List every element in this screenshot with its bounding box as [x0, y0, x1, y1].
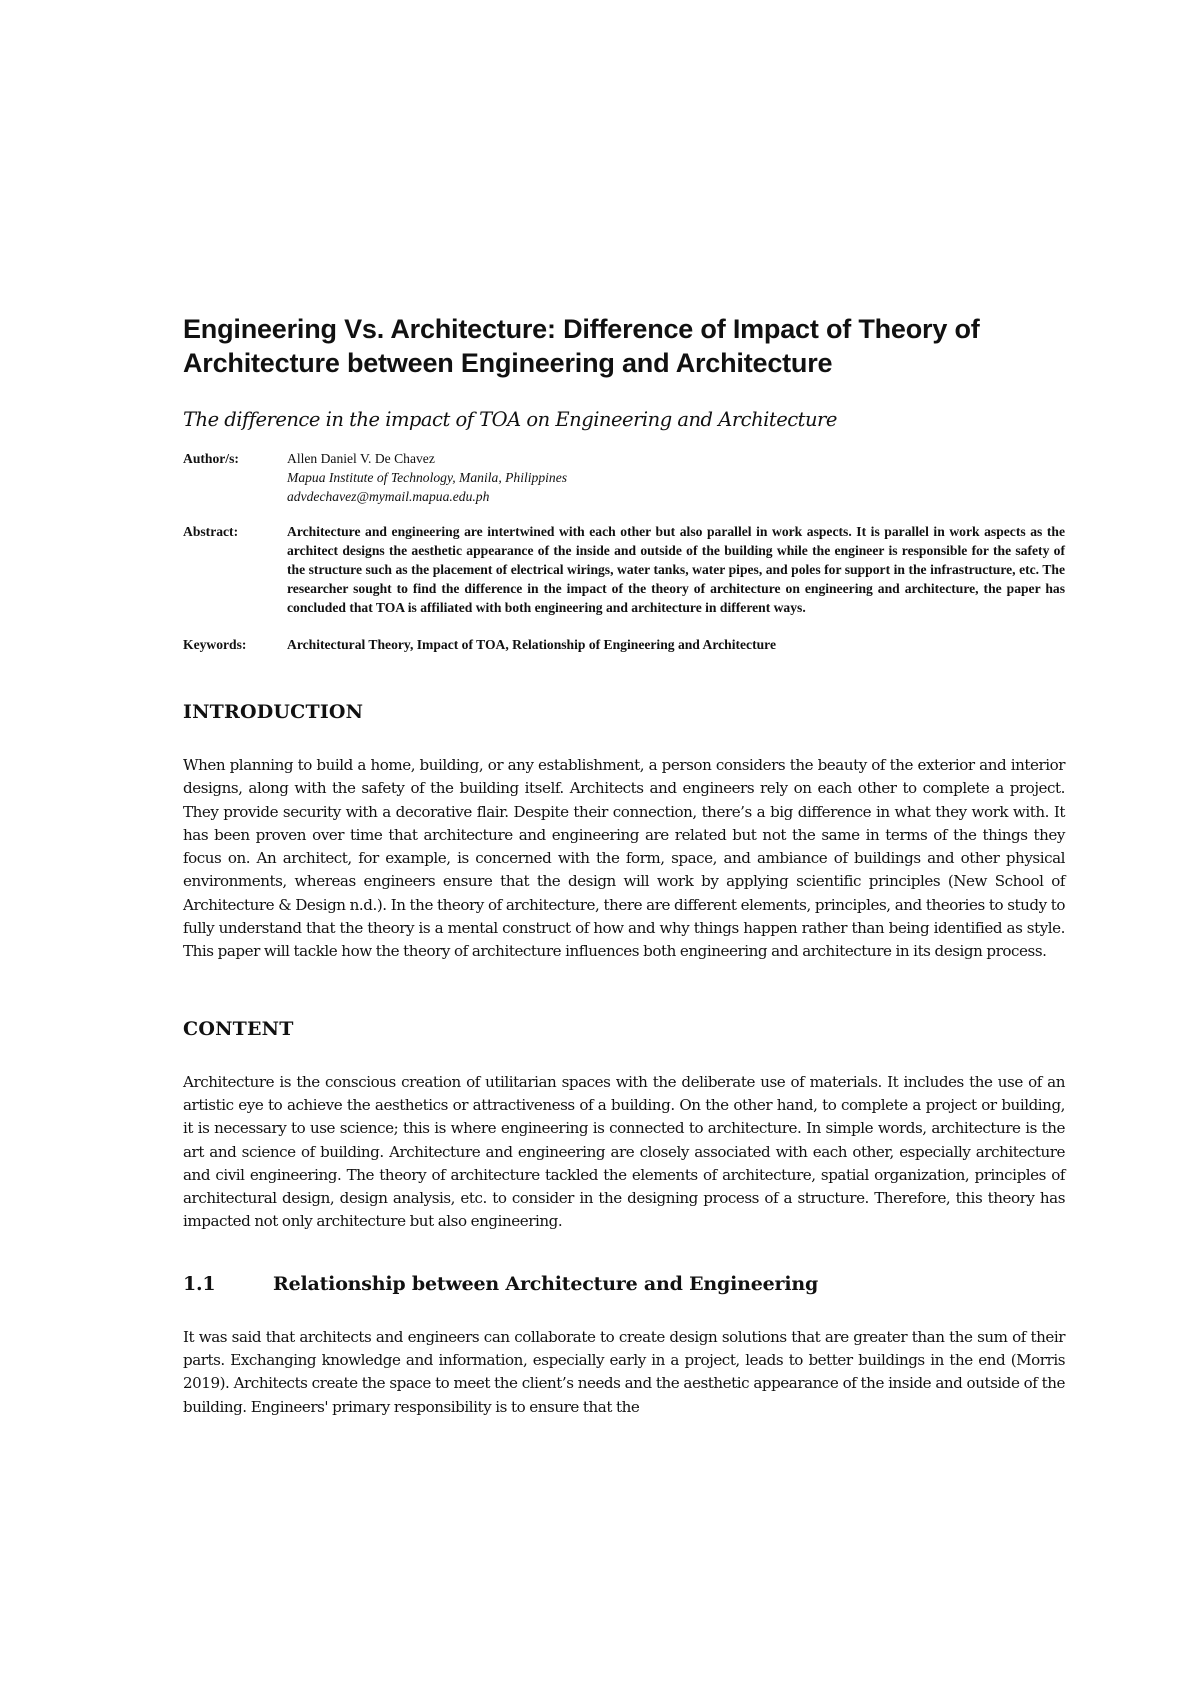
section-1-1-heading [183, 1272, 1065, 1296]
section-1-1-number: 1.1 [183, 1272, 216, 1295]
document-page [183, 312, 1065, 1419]
introduction-paragraph: When planning to build a home, building, or any establishment, a person considers the beauty of the exterior and interior designs, along with the safety of the building itself. Architects and engineers rely on each other to complete a project. They provide security with a decorative flair. Despite their connection, there’s a big difference in what they work with. It has been proven over time that architecture and engineering are related but not the same in terms of the things they focus on. An architect, for example, is concerned with the form, space, and ambiance of buildings and other physical environments, whereas engineers ensure that the design will work by applying scientific principles (New School of Architecture & Design n.d.). In the theory of architecture, there are different elements, principles, and theories to study to fully understand that the theory is a mental construct of how and why things happen rather than being identified as style. This paper will tackle how the theory of architecture influences both engineering and architecture in its design process. [183, 756, 1065, 961]
abstract-block [183, 522, 1065, 617]
section-1-1-title: Relationship between Architecture and Engineering [273, 1272, 819, 1295]
keywords-text: Architectural Theory, Impact of TOA, Relationship of Engineering and Architecture [287, 637, 776, 652]
introduction-heading: INTRODUCTION [183, 701, 364, 723]
paper-title: Engineering Vs. Architecture: Difference of Impact of Theory of Architecture between Engineering and Architecture [183, 314, 980, 378]
authors-details [287, 449, 1065, 506]
abstract-text: Architecture and engineering are intertwined with each other but also parallel in work aspects. It is parallel in work aspects as the architect designs the aesthetic appearance of the inside and outside of the building while the engineer is responsible for the safety of the structure such as the placement of electrical wirings, water tanks, water pipes, and poles for support in the infrastructure, etc. The researcher sought to find the difference in the impact of the theory of architecture on engineering and architecture, the paper has concluded that TOA is affiliated with both engineering and architecture in different ways. [287, 524, 1065, 615]
content-heading: CONTENT [183, 1017, 294, 1040]
paper-subtitle: The difference in the impact of TOA on Engineering and Architecture [183, 408, 837, 431]
content-paragraph: Architecture is the conscious creation of utilitarian spaces with the deliberate use of materials. It includes the use of an artistic eye to achieve the aesthetics or attractiveness of a building. On the other hand, to complete a project or building, it is necessary to use science; this is where engineering is connected to architecture. In simple words, architecture is the art and science of building. Architecture and engineering are closely associated with each other, especially architecture and civil engineering. The theory of architecture tackled the elements of architecture, spatial organization, principles of architectural design, design analysis, etc. to consider in the designing process of a structure. Therefore, this theory has impacted not only architecture but also engineering. [183, 1072, 1065, 1231]
author-name: Allen Daniel V. De Chavez [287, 451, 435, 466]
section-1-1-paragraph: It was said that architects and engineers can collaborate to create design solutions that are greater than the sum of their parts. Exchanging knowledge and information, especially early in a project, leads to better buildings in the end (Morris 2019). Architects create the space to meet the client’s needs and the aesthetic appearance of the inside and outside of the building. Engineers' primary responsibility is to ensure that the [183, 1327, 1065, 1416]
author-affiliation: Mapua Institute of Technology, Manila, Philippines [287, 470, 568, 485]
keywords-label: Keywords: [183, 637, 247, 652]
author-email: advdechavez@mymail.mapua.edu.ph [287, 489, 490, 504]
authors-block [183, 449, 1065, 506]
abstract-label: Abstract: [183, 524, 239, 539]
keywords-block [183, 635, 1065, 654]
authors-label: Author/s: [183, 451, 239, 466]
